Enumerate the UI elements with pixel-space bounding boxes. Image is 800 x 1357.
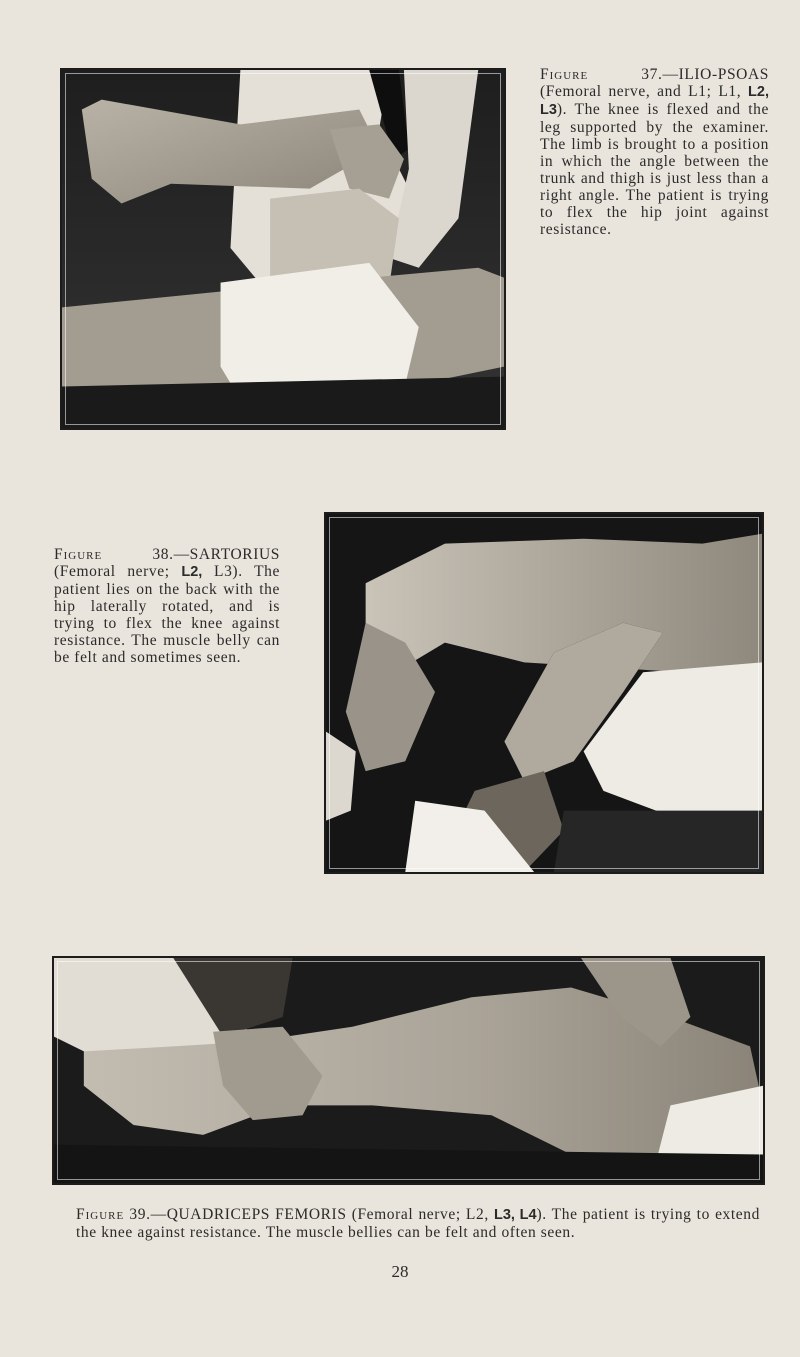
page-number: 28 xyxy=(391,1262,409,1281)
figure-39-image xyxy=(54,958,763,1183)
figure-39-title: QUADRICEPS FEMORIS xyxy=(166,1206,347,1223)
figure-39-bold-roots: L3, L4 xyxy=(493,1207,537,1223)
figure-38-number: 38. xyxy=(152,546,174,563)
figure-38-bold-roots: L2, xyxy=(181,564,203,580)
figure-38-photo xyxy=(324,512,764,874)
figure-37-number: 37. xyxy=(641,66,663,83)
figure-38-text-a: (Femoral nerve; xyxy=(54,563,182,580)
figure-37-text-a: (Femoral nerve, and L1; L1, xyxy=(540,83,749,100)
figure-37-title: ILIO-PSOAS xyxy=(678,66,769,83)
figure-37-caption xyxy=(540,66,769,238)
figure-39-text-a: (Femoral nerve; L2, xyxy=(346,1206,494,1223)
figure-37-dash: — xyxy=(662,66,679,83)
figure-39-number: 39. xyxy=(129,1206,151,1223)
figure-38-title: SARTORIUS xyxy=(189,546,280,563)
figure-37-label: Figure xyxy=(540,66,589,83)
figure-38-image xyxy=(326,514,762,872)
figure-39-photo xyxy=(52,956,765,1185)
figure-38-dash: — xyxy=(173,546,190,563)
figure-39-text-b: ). The patient is trying to extend the knee against resistance. The muscle bellies can be felt and often seen. xyxy=(76,1206,760,1241)
figure-39-caption xyxy=(76,1206,760,1241)
figure-39-dash: — xyxy=(150,1206,167,1223)
figure-37-text-b: ). The knee is flexed and the leg supported by the examiner. The limb is brought to a position in which the angle between the trunk and thigh is just less than a right angle. The patient is trying to flex the hip joint against resistance. xyxy=(540,101,769,238)
figure-38-label: Figure xyxy=(54,546,103,563)
figure-37-photo xyxy=(60,68,506,430)
figure-37-bold-roots: L2, L3 xyxy=(540,84,769,118)
figure-39-label: Figure xyxy=(76,1206,125,1223)
figure-38-text-b: L3). The patient lies on the back with the hip laterally rotated, and is trying to flex the knee against resistance. The muscle belly can be felt and sometimes seen. xyxy=(54,563,280,666)
figure-38-caption xyxy=(54,546,280,666)
figure-37-image xyxy=(62,70,504,428)
